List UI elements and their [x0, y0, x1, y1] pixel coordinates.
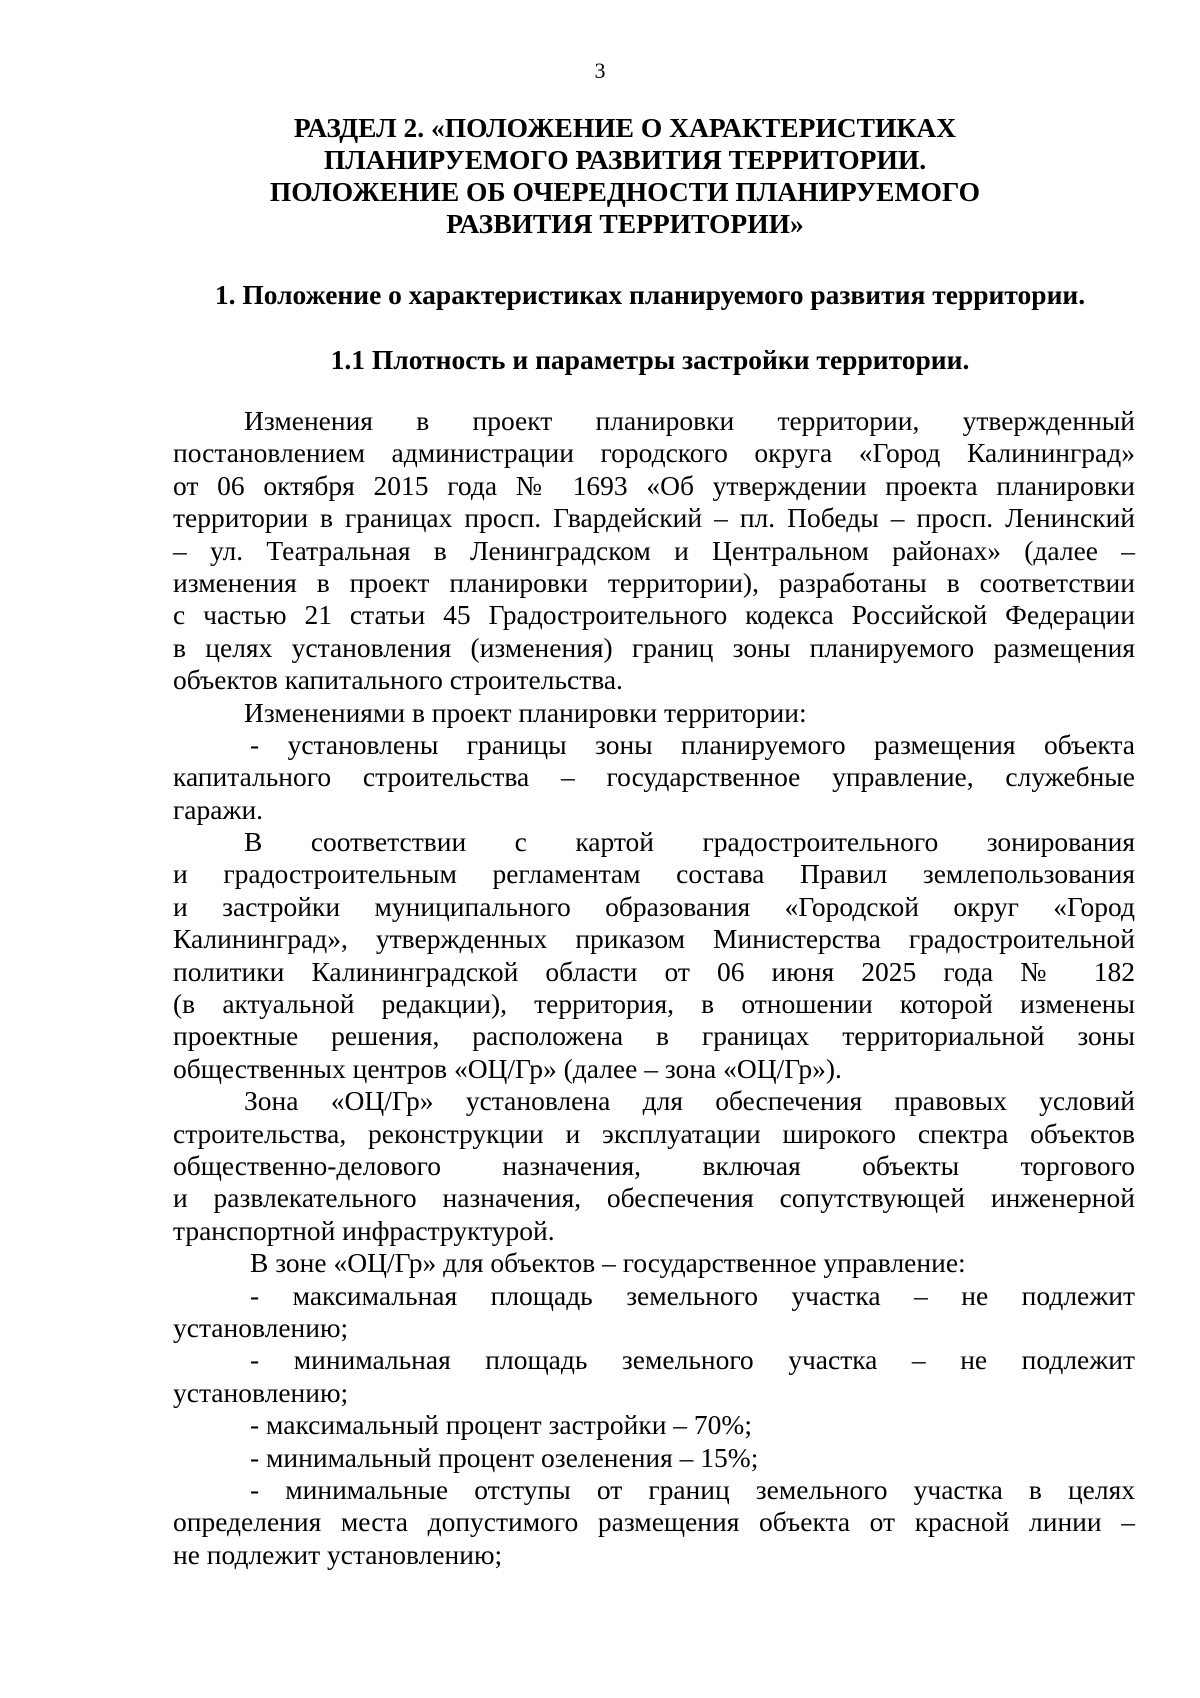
text-line: от 06 октября 2015 года № 1693 «Об утверждении проекта планировки [173, 469, 1135, 501]
paragraph [173, 729, 1135, 826]
text-line: и застройки муниципального образования «Городской округ «Город [173, 890, 1135, 922]
page-number: 3 [594, 58, 606, 83]
paragraph [173, 1409, 1135, 1441]
text-line: капитального строительства – государственное управление, служебные [173, 761, 1135, 793]
text-line: - минимальная площадь земельного участка – не подлежит [250, 1344, 1135, 1376]
text-line: и развлекательного назначения, обеспечения сопутствующей инженерной [173, 1182, 1135, 1214]
text-line: В зоне «ОЦ/Гр» для объектов – государственное управление: [250, 1247, 966, 1279]
heading-1: 1. Положение о характеристиках планируемого развития территории. [214, 279, 1086, 310]
text-line: – ул. Театральная в Ленинградском и Центральном районах» (далее – [173, 534, 1135, 566]
text-line: общественных центров «ОЦ/Гр» (далее – зона «ОЦ/Гр»). [173, 1052, 842, 1084]
section-title-line: РАЗВИТИЯ ТЕРРИТОРИИ» [446, 208, 804, 239]
text-line: гаражи. [173, 793, 264, 825]
section-title-line: ПОЛОЖЕНИЕ ОБ ОЧЕРЕДНОСТИ ПЛАНИРУЕМОГО [269, 176, 981, 207]
text-line: политики Калининградской области от 06 июня 2025 года № 182 [173, 955, 1135, 987]
heading-1-1: 1.1 Плотность и параметры застройки территории. [330, 344, 970, 375]
text-line: - максимальный процент застройки – 70%; [250, 1409, 752, 1441]
paragraph [173, 1474, 1135, 1571]
text-line: определения места допустимого размещения объекта от красной линии – [173, 1506, 1135, 1538]
paragraph [173, 1247, 1135, 1279]
text-line: (в актуальной редакции), территория, в отношении которой изменены [173, 988, 1135, 1020]
document-body [173, 405, 1135, 1571]
text-line: транспортной инфраструктурой. [173, 1214, 555, 1246]
paragraph [173, 697, 1135, 729]
text-line: Изменения в проект планировки территории, утвержденный [244, 405, 1135, 436]
text-line: территории в границах просп. Гвардейский – пл. Победы – просп. Ленинский [173, 502, 1135, 534]
text-line: не подлежит установлению; [173, 1538, 503, 1570]
text-line: общественно-делового назначения, включая объекты торгового [173, 1149, 1135, 1181]
section-title-line: ПЛАНИРУЕМОГО РАЗВИТИЯ ТЕРРИТОРИИ. [323, 144, 927, 175]
text-line: - установлены границы зоны планируемого размещения объекта [250, 728, 1135, 760]
paragraph [173, 1442, 1135, 1474]
text-line: в целях установления (изменения) границ зоны планируемого размещения [173, 631, 1135, 663]
text-line: В соответствии с картой градостроительного зонирования [244, 826, 1135, 858]
paragraph [173, 405, 1135, 697]
text-line: Зона «ОЦ/Гр» установлена для обеспечения правовых условий [244, 1085, 1135, 1117]
paragraph [173, 1344, 1135, 1409]
text-line: объектов капитального строительства. [173, 664, 623, 696]
text-line: установлению; [173, 1311, 349, 1343]
text-line: постановлением администрации городского округа «Город Калининград» [173, 437, 1135, 469]
text-line: Изменениями в проект планировки территории: [244, 696, 807, 728]
section-title-line: РАЗДЕЛ 2. «ПОЛОЖЕНИЕ О ХАРАКТЕРИСТИКАХ [293, 112, 957, 143]
text-line: строительства, реконструкции и эксплуатации широкого спектра объектов [173, 1117, 1135, 1149]
text-line: изменения в проект планировки территории), разработаны в соответствии [173, 566, 1135, 598]
text-line: с частью 21 статьи 45 Градостроительного кодекса Российской Федерации [173, 599, 1135, 631]
text-line: - минимальный процент озеленения – 15%; [250, 1441, 759, 1473]
text-line: установлению; [173, 1376, 349, 1408]
section-title [175, 112, 1075, 240]
paragraph [173, 1280, 1135, 1345]
text-line: Калининград», утвержденных приказом Министерства градостроительной [173, 923, 1135, 955]
paragraph [173, 1085, 1135, 1247]
text-line: - максимальная площадь земельного участка – не подлежит [250, 1279, 1135, 1311]
text-line: и градостроительным регламентам состава Правил землепользования [173, 858, 1135, 890]
text-line: проектные решения, расположена в границах территориальной зоны [173, 1020, 1135, 1052]
paragraph [173, 826, 1135, 1085]
text-line: - минимальные отступы от границ земельного участка в целях [250, 1473, 1135, 1505]
